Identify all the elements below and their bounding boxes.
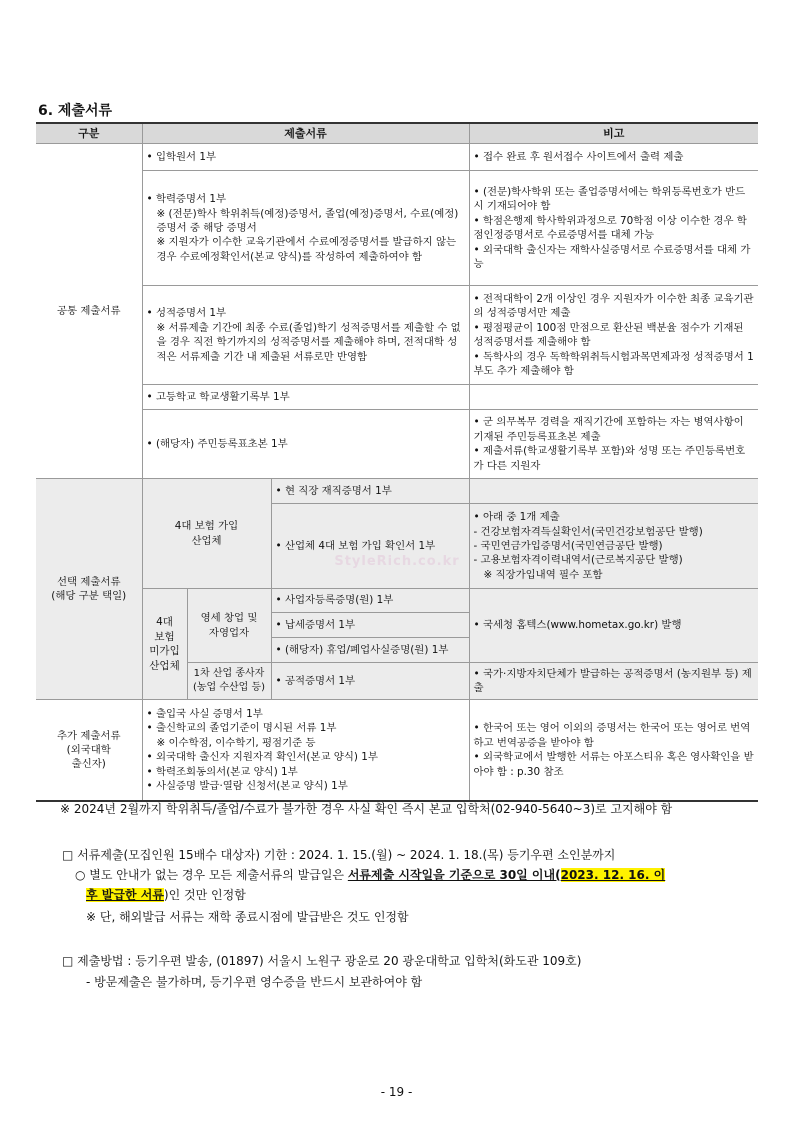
table-row xyxy=(36,700,758,802)
remark-text: • (전문)학사학위 또는 졸업증명서에는 학위등록번호가 반드시 기재되어야 함 xyxy=(474,185,755,214)
group-insured: 4대 보험 가입 산업체 xyxy=(142,479,271,589)
table-row xyxy=(36,589,758,613)
documents-table xyxy=(36,122,758,802)
doc-text: • 현 직장 재직증명서 1부 xyxy=(276,484,465,498)
remark-text: • 국가·지방자치단체가 발급하는 공적증명서 (농지원부 등) 제출 xyxy=(474,667,755,696)
note-text: )인 것만 인정함 xyxy=(163,888,246,902)
doc-cell xyxy=(271,638,469,663)
doc-text: • 사실증명 발급·열람 신청서(본교 양식) 1부 xyxy=(147,779,465,793)
remark-note: ※ 직장가입내역 필수 포함 xyxy=(483,568,603,581)
doc-text: • 외국대학 출신자 지원자격 확인서(본교 양식) 1부 xyxy=(147,750,465,764)
remark-text: - 건강보험자격득실확인서(국민건강보험공단 발행) xyxy=(473,525,703,538)
remark-text: • 평점평균이 100점 만점으로 환산된 백분율 점수가 기재된 성적증명서를 제출해야 함 xyxy=(474,321,755,350)
table-row xyxy=(36,144,758,171)
category-optional: 선택 제출서류 (해당 구분 택일) xyxy=(36,479,142,700)
primary-worker-label: 1차 산업 종사자 (농업 수산업 등) xyxy=(187,663,271,700)
doc-text: • 공적증명서 1부 xyxy=(276,674,465,688)
remark-text: • 제출서류(학교생활기록부 포함)와 성명 또는 주민등록번호가 다른 지원자 xyxy=(474,444,755,473)
doc-text: • 출신학교의 졸업기준이 명시된 서류 1부 xyxy=(147,721,465,735)
remark-text: • 외국학교에서 발행한 서류는 아포스티유 혹은 영사확인을 받아야 함 : p.30 참조 xyxy=(474,750,755,779)
self-employed-label: 영세 창업 및 자영업자 xyxy=(187,589,271,663)
header-documents: 제출서류 xyxy=(142,123,469,144)
note-visit-not-allowed: - 방문제출은 불가하며, 등기우편 영수증을 반드시 보관하여야 함 xyxy=(86,975,423,989)
remark-text: • 한국어 또는 영어 이외의 증명서는 한국어 또는 영어로 번역하고 번역공증을 받아야 함 xyxy=(474,721,755,750)
doc-text: • 학력증명서 1부 xyxy=(147,192,465,206)
category-common: 공통 제출서류 xyxy=(36,144,142,479)
doc-cell xyxy=(142,700,469,802)
remark-cell-empty xyxy=(469,479,758,504)
watermark: StyleRich.co.kr xyxy=(334,554,460,569)
doc-text: • (해당자) 주민등록표초본 1부 xyxy=(147,437,465,451)
note-issue-date-rule xyxy=(75,866,665,885)
remark-cell xyxy=(469,171,758,286)
doc-text: • 성적증명서 1부 xyxy=(147,306,465,320)
table-row xyxy=(36,479,758,504)
note-highlight: 후 발급한 서류 xyxy=(86,888,164,902)
doc-cell xyxy=(142,144,469,171)
doc-text: • 납세증명서 1부 xyxy=(276,618,465,632)
doc-text: • 출입국 사실 증명서 1부 xyxy=(147,707,465,721)
doc-note: ※ (전문)학사 학위취득(예정)증명서, 졸업(예정)증명서, 수료(예정)증명서 중 해당 증명서 xyxy=(156,207,459,234)
remark-text: • 접수 완료 후 원서접수 사이트에서 출력 제출 xyxy=(474,150,755,164)
remark-cell-empty xyxy=(469,385,758,410)
note-issue-date-rule-cont xyxy=(86,886,246,905)
note-submission-method: □ 제출방법 : 등기우편 발송, (01897) 서울시 노원구 광운로 20 광운대학교 입학처(화도관 109호) xyxy=(62,954,582,968)
note-emphasis: 서류제출 시작일을 기준으로 30일 이내( xyxy=(347,868,561,882)
note-text: ○ 별도 안내가 없는 경우 모든 제출서류의 발급일은 xyxy=(75,868,348,882)
doc-text: • 입학원서 1부 xyxy=(147,150,465,164)
remark-cell xyxy=(469,589,758,663)
remark-cell xyxy=(469,410,758,479)
table-row xyxy=(36,171,758,286)
remark-cell xyxy=(469,700,758,802)
section-title: 6. 제출서류 xyxy=(38,103,113,119)
group-uninsured: 4대 보험 미가입 산업체 xyxy=(142,589,187,700)
remark-cell xyxy=(469,286,758,385)
remark-text: • 독학사의 경우 독학학위취득시험과목면제과정 성적증명서 1부도 추가 제출해야 함 xyxy=(474,350,755,379)
doc-text: • 산업체 4대 보험 가입 확인서 1부 xyxy=(276,539,465,553)
remark-cell xyxy=(469,504,758,589)
doc-text: • 고등학교 학교생활기록부 1부 xyxy=(147,390,465,404)
page-number: - 19 - xyxy=(380,1085,413,1099)
header-remarks: 비고 xyxy=(469,123,758,144)
remark-text: • 전적대학이 2개 이상인 경우 지원자가 이수한 최종 교육기관의 성적증명서만 제출 xyxy=(474,292,755,321)
remark-text: • 국세청 홈텍스(www.hometax.go.kr) 발행 xyxy=(474,618,755,632)
doc-cell xyxy=(271,504,469,589)
table-row xyxy=(36,385,758,410)
doc-cell xyxy=(271,663,469,700)
remark-text: - 고용보험자격이력내역서(근로복지공단 발행) xyxy=(473,554,683,567)
table-header-row xyxy=(36,123,758,144)
remark-text: • 학점은행제 학사학위과정으로 70학점 이상 이수한 경우 학점인정증명서로 수료증명서를 대체 가능 xyxy=(474,214,755,243)
remark-text: • 외국대학 출신자는 재학사실증명서로 수료증명서를 대체 가능 xyxy=(474,243,755,272)
note-submission-period: □ 서류제출(모집인원 15배수 대상자) 기한 : 2024. 1. 15.(월) ~ 2024. 1. 18.(목) 등기우편 소인분까지 xyxy=(62,848,616,862)
doc-text: • (해당자) 휴업/폐업사실증명(원) 1부 xyxy=(276,643,465,657)
note-deadline-warning: ※ 2024년 2월까지 학위취득/졸업/수료가 불가한 경우 사실 확인 즉시 본교 입학처(02-940-5640~3)로 고지해야 함 xyxy=(60,802,673,816)
doc-text: • 학력조회동의서(본교 양식) 1부 xyxy=(147,765,465,779)
doc-cell xyxy=(271,613,469,638)
remark-cell xyxy=(469,663,758,700)
remark-cell xyxy=(469,144,758,171)
note-overseas: ※ 단, 해외발급 서류는 재학 종료시점에 발급받은 것도 인정함 xyxy=(86,910,409,924)
remark-text: - 국민연금가입증명서(국민연금공단 발행) xyxy=(473,539,663,552)
note-highlight: 2023. 12. 16. 이 xyxy=(560,868,666,882)
header-category: 구분 xyxy=(36,123,142,144)
doc-note: ※ 이수학점, 이수학기, 평점기준 등 xyxy=(156,736,316,749)
doc-text: • 사업자등록증명(원) 1부 xyxy=(276,593,465,607)
doc-cell xyxy=(142,171,469,286)
remark-text: • 아래 중 1개 제출 xyxy=(474,510,755,524)
category-additional: 추가 제출서류 (외국대학 출신자) xyxy=(36,700,142,802)
doc-note: ※ 지원자가 이수한 교육기관에서 수료예정증명서를 발급하지 않는 경우 수료예정확인서(본교 양식)를 작성하여 제출하여야 함 xyxy=(156,236,457,263)
table-row xyxy=(36,286,758,385)
doc-note: ※ 서류제출 기간에 최종 수료(졸업)학기 성적증명서를 제출할 수 없을 경우 직전 학기까지의 성적증명서를 제출해야 하며, 전적대학 성적은 서류제출 기간 내 제출된 서류로만 반영함 xyxy=(156,321,461,363)
doc-cell xyxy=(271,589,469,613)
doc-cell xyxy=(271,479,469,504)
table-row xyxy=(36,410,758,479)
doc-cell xyxy=(142,385,469,410)
doc-cell xyxy=(142,410,469,479)
doc-cell xyxy=(142,286,469,385)
remark-text: • 군 의무복무 경력을 재직기간에 포함하는 자는 병역사항이 기재된 주민등록표초본 제출 xyxy=(474,415,755,444)
